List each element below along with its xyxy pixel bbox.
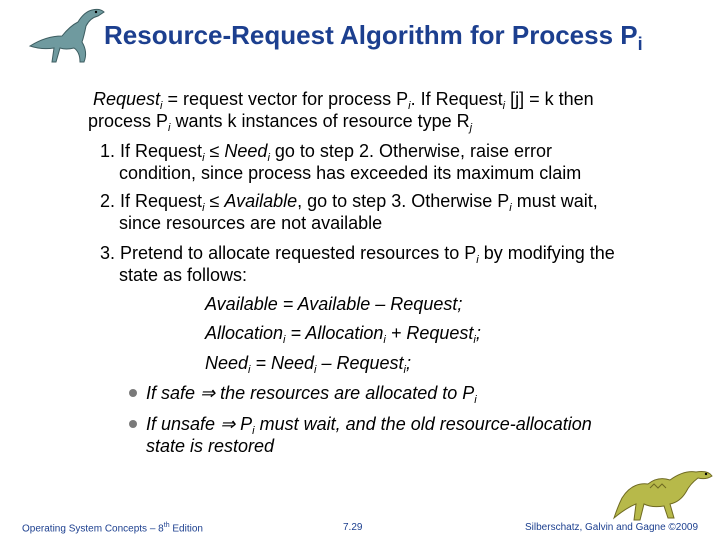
bullet-dot-icon [129, 389, 137, 397]
equation-allocation: Allocation$_i$ = Allocation$_i$ + Request$_i$; [205, 323, 481, 346]
step-1-line-1: 1. If Request$_i$ ≤ Need$_i$ go to step 2. Otherwise, raise error [100, 141, 553, 164]
intro-line-2: process $P_i$ wants k instances of resource type $R_j$ [88, 111, 473, 134]
bullet-unsafe-line-2: state is restored [146, 436, 275, 456]
step-3-line-1: 3. Pretend to allocate requested resources to $P_i$ by modifying the [100, 243, 615, 266]
step-1-line-2: condition, since process has exceeded its maximum claim [119, 163, 582, 183]
step-2-line-2: since resources are not available [119, 213, 383, 233]
footer-authors: Silberschatz, Galvin and Gagne ©2009 [525, 522, 699, 533]
slide-title: Resource-Request Algorithm for Process $P_i$ [104, 20, 643, 54]
bullet-dot-icon [129, 420, 137, 428]
equation-available: Available = Available – Request; [205, 294, 463, 314]
equation-need: Need$_i$ = Need$_i$ – Request$_i$; [205, 353, 412, 376]
intro-line-1: Request$_i$ = request vector for process $P_i$. If Request$_i$ [j] = k then [93, 89, 594, 112]
dinosaur-corner-icon [612, 462, 716, 524]
step-3-line-2: state as follows: [119, 265, 248, 285]
step-2-line-1: 2. If Request$_i$ ≤ Available, go to step 3. Otherwise $P_i$ must wait, [100, 191, 598, 214]
footer-page-number: 7.29 [343, 522, 363, 533]
bullet-unsafe-line-1: If unsafe ⇒ $P_i$ must wait, and the old resource-allocation [146, 414, 592, 437]
bullet-safe: If safe ⇒ the resources are allocated to $P_i$ [146, 383, 477, 406]
footer-book-title: Operating System Concepts – 8th Edition [22, 522, 203, 535]
